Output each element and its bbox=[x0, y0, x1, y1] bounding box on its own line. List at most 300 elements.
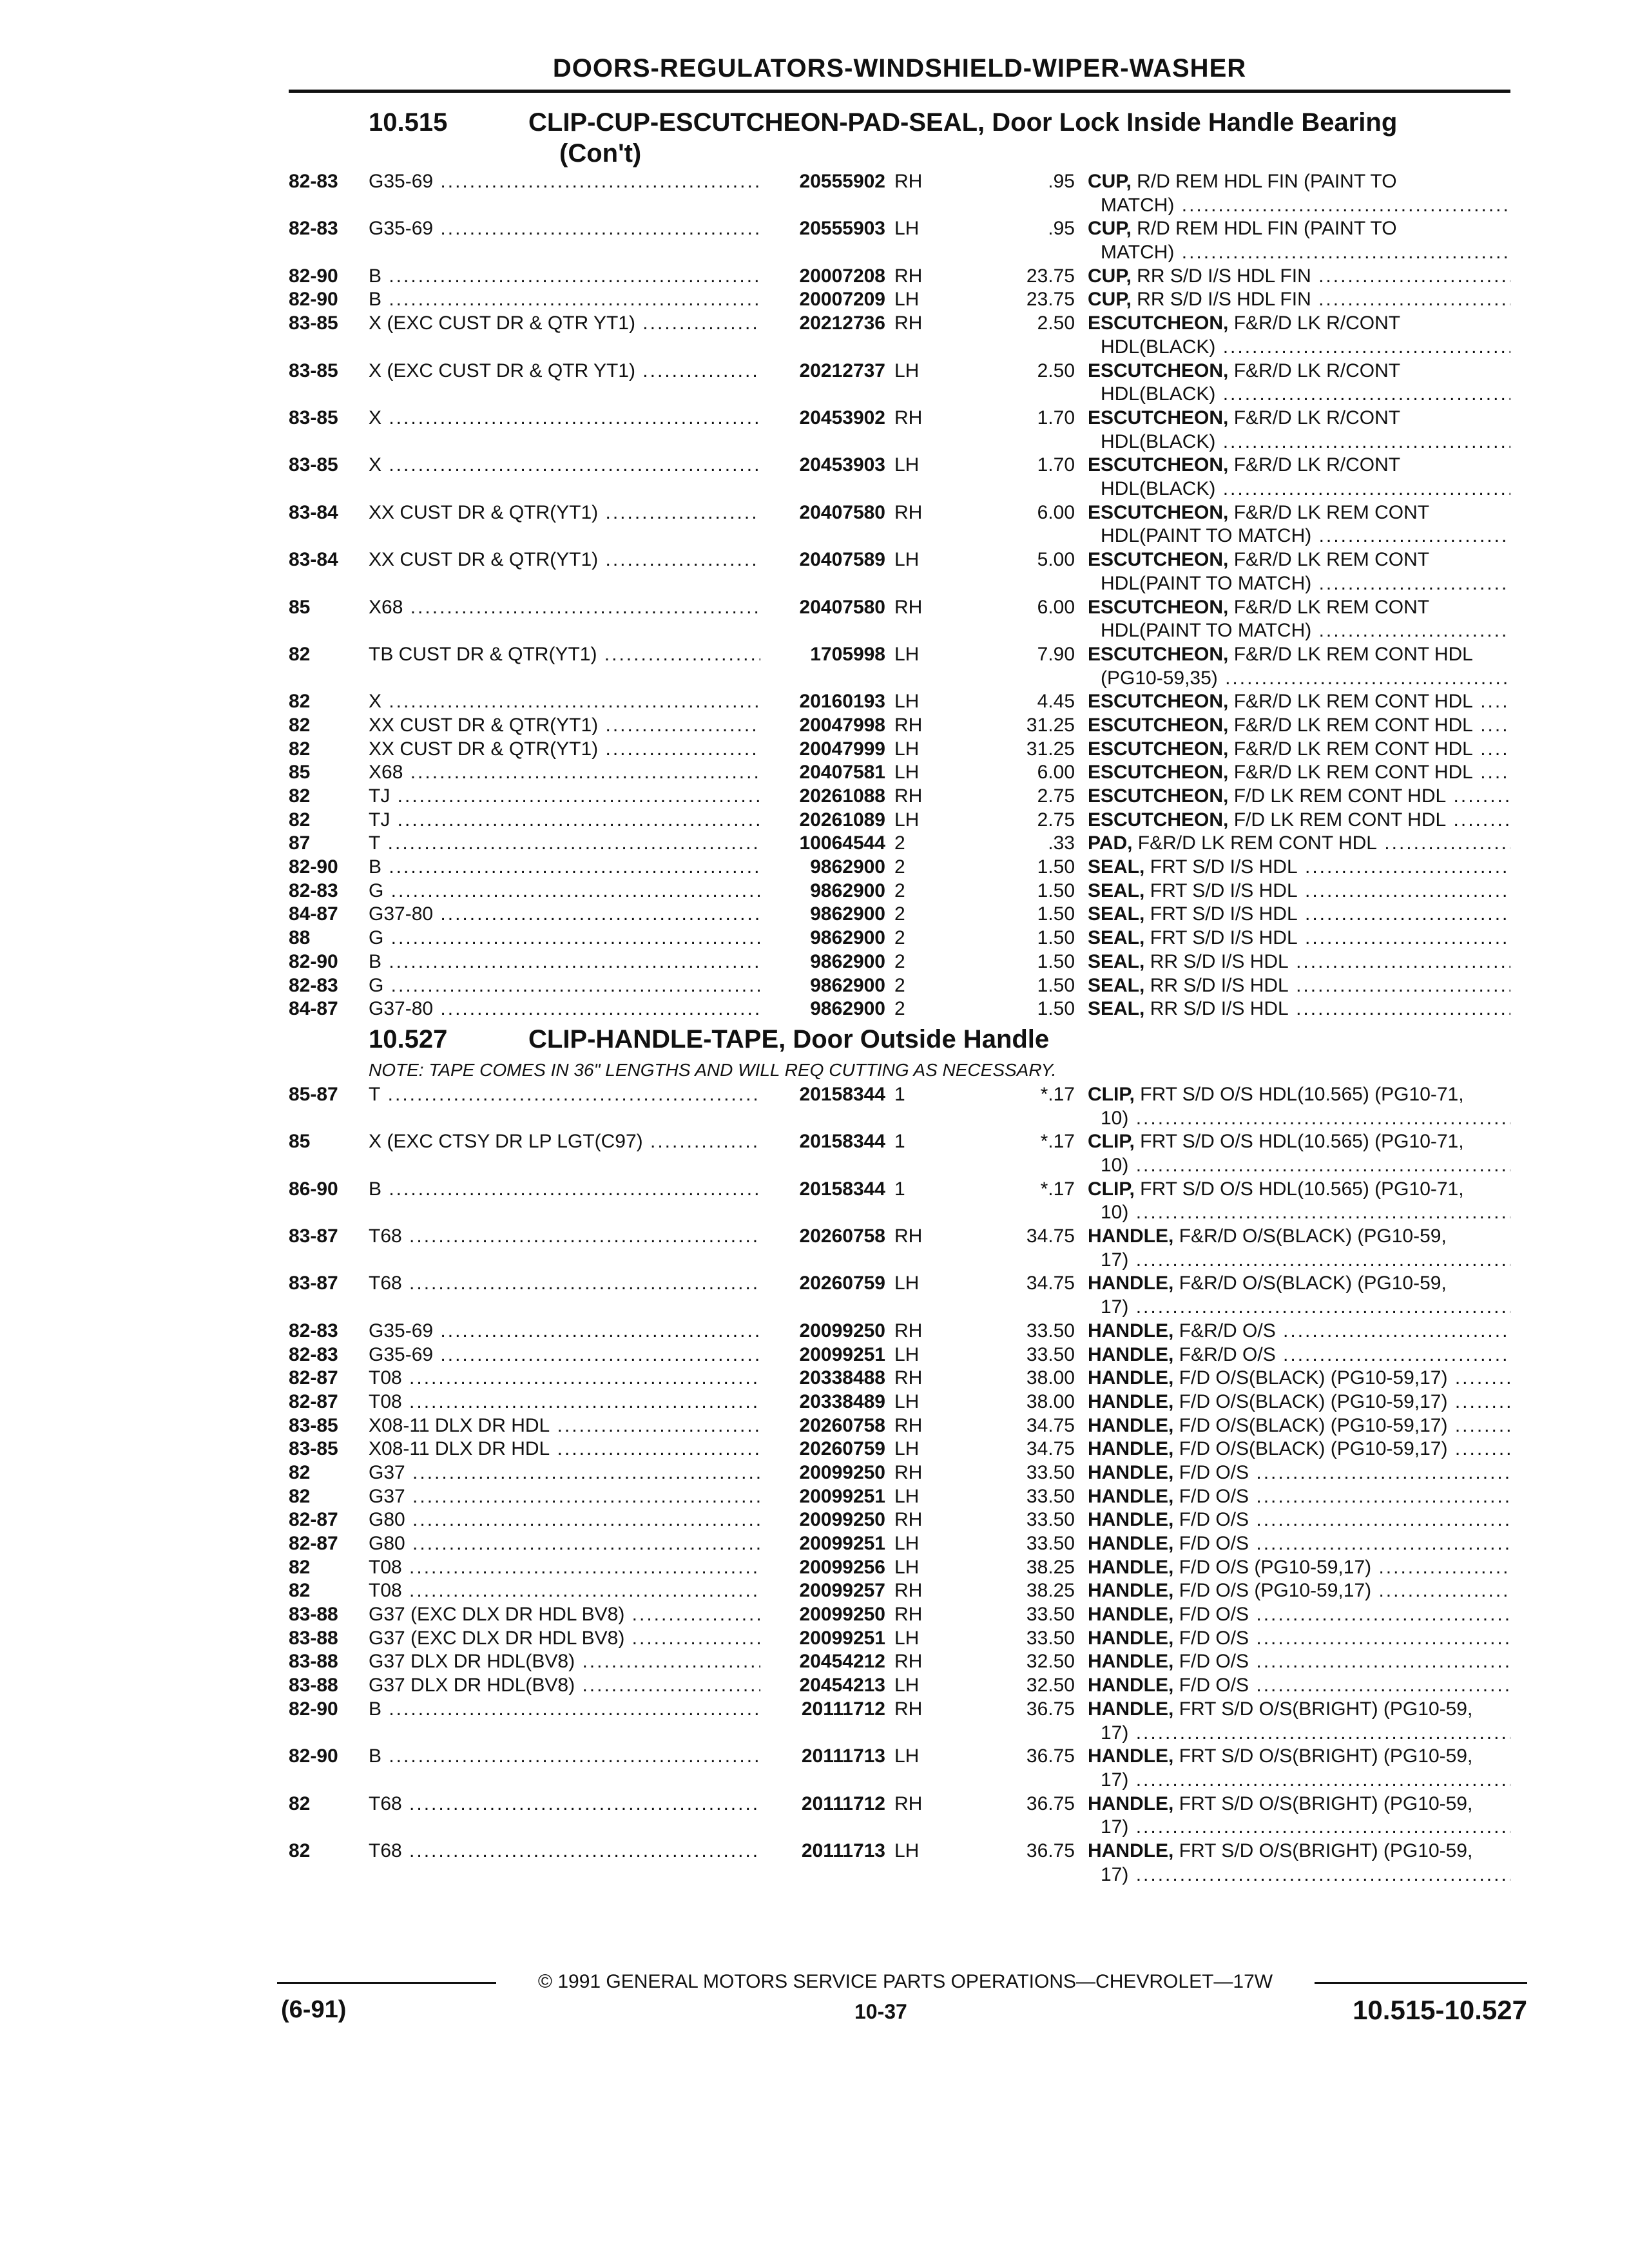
part-number: 20158344 bbox=[799, 1083, 885, 1105]
part-number: 20099250 bbox=[799, 1604, 885, 1626]
section-number: 10.515 bbox=[369, 108, 448, 137]
model-code: B ..... bbox=[369, 950, 760, 974]
part-description bbox=[1088, 1320, 1510, 1343]
part-row bbox=[289, 1650, 1510, 1674]
price: 33.50 bbox=[1026, 1343, 1075, 1365]
price: 4.45 bbox=[1037, 691, 1075, 713]
model-code: G35-69 ..... bbox=[369, 1343, 760, 1367]
description-text: F/D O/S(BLACK) (PG10-59,17) bbox=[1179, 1390, 1448, 1412]
quantity: LH bbox=[894, 549, 920, 571]
description-continued: MATCH) ..... bbox=[1088, 241, 1510, 265]
model-years: 83-85 bbox=[289, 1414, 338, 1436]
part-description bbox=[1088, 548, 1510, 595]
quantity: LH bbox=[894, 289, 920, 311]
description-text: F&R/D LK REM CONT HDL bbox=[1233, 714, 1473, 736]
description-text: F&R/D LK R/CONT bbox=[1233, 407, 1401, 428]
description-line bbox=[1088, 951, 1510, 972]
quantity: LH bbox=[894, 1627, 920, 1649]
part-name: CLIP, bbox=[1088, 1178, 1135, 1200]
description-line bbox=[1088, 1840, 1472, 1861]
part-row bbox=[289, 1485, 1510, 1509]
model-code: XX CUST DR & QTR(YT1) ..... bbox=[369, 714, 760, 738]
price: 1.50 bbox=[1037, 856, 1075, 878]
part-name: HANDLE, bbox=[1088, 1390, 1174, 1412]
description-text: F/D O/S bbox=[1179, 1627, 1249, 1649]
model-code: B ..... bbox=[369, 265, 760, 289]
model-years: 85 bbox=[289, 1131, 311, 1153]
quantity: LH bbox=[894, 809, 920, 831]
part-name: ESCUTCHEON, bbox=[1088, 454, 1229, 476]
model-years: 82-87 bbox=[289, 1509, 338, 1531]
description-continued: 17) ..... bbox=[1088, 1722, 1510, 1745]
part-description bbox=[1088, 407, 1510, 454]
description-line bbox=[1088, 1320, 1510, 1341]
description-text: F&R/D O/S(BLACK) (PG10-59, bbox=[1179, 1225, 1447, 1247]
part-description bbox=[1088, 950, 1510, 974]
description-text: FRT S/D I/S HDL bbox=[1150, 927, 1298, 949]
description-continued: HDL(PAINT TO MATCH) ..... bbox=[1088, 524, 1510, 548]
section-header bbox=[289, 1021, 1510, 1057]
description-continued: 10) ..... bbox=[1088, 1107, 1510, 1131]
model-years: 88 bbox=[289, 927, 311, 949]
part-row bbox=[289, 312, 1510, 359]
footer-rule-right bbox=[1315, 1982, 1527, 1984]
part-number: 20111712 bbox=[801, 1792, 885, 1814]
part-description bbox=[1088, 1390, 1510, 1414]
description-continued: 17) ..... bbox=[1088, 1816, 1510, 1840]
model-code: G37 DLX DR HDL(BV8) ..... bbox=[369, 1674, 760, 1698]
section-subtitle: (Con't) bbox=[559, 139, 642, 168]
model-code: G37 (EXC DLX DR HDL BV8) ..... bbox=[369, 1627, 760, 1651]
part-description bbox=[1088, 1130, 1510, 1177]
model-code: XX CUST DR & QTR(YT1) ..... bbox=[369, 548, 760, 572]
footer-date: (6-91) bbox=[281, 1996, 347, 2023]
description-line bbox=[1088, 360, 1400, 381]
description-line bbox=[1088, 1344, 1510, 1365]
section-title: CLIP-CUP-ESCUTCHEON-PAD-SEAL, Door Lock Inside Handle Bearing bbox=[528, 108, 1398, 137]
part-name: HANDLE, bbox=[1088, 1556, 1174, 1578]
description-text: F/D LK REM CONT HDL bbox=[1233, 785, 1447, 807]
part-row bbox=[289, 1579, 1510, 1603]
price: *.17 bbox=[1040, 1178, 1075, 1200]
part-name: SEAL, bbox=[1088, 950, 1145, 972]
description-text: F&R/D LK REM CONT HDL bbox=[1233, 643, 1473, 665]
model-years: 82-87 bbox=[289, 1390, 338, 1412]
model-years: 82 bbox=[289, 1461, 311, 1483]
quantity: 2 bbox=[894, 856, 905, 878]
description-continued: HDL(PAINT TO MATCH) ..... bbox=[1088, 619, 1510, 643]
description-line bbox=[1088, 1084, 1464, 1105]
quantity: LH bbox=[894, 643, 920, 665]
model-code: B ..... bbox=[369, 1745, 760, 1769]
part-row bbox=[289, 1627, 1510, 1651]
price: 2.50 bbox=[1037, 312, 1075, 334]
part-row bbox=[289, 856, 1510, 879]
part-name: SEAL, bbox=[1088, 879, 1145, 901]
part-description bbox=[1088, 997, 1510, 1021]
part-name: ESCUTCHEON, bbox=[1088, 549, 1229, 571]
description-line bbox=[1088, 1225, 1447, 1247]
quantity: RH bbox=[894, 1225, 923, 1247]
description-line bbox=[1088, 454, 1400, 476]
description-line bbox=[1088, 597, 1429, 618]
quantity: LH bbox=[894, 1438, 920, 1460]
quantity: LH bbox=[894, 738, 920, 760]
part-number: 9862900 bbox=[810, 998, 885, 1020]
quantity: 1 bbox=[894, 1178, 905, 1200]
price: 1.50 bbox=[1037, 950, 1075, 972]
price: 38.00 bbox=[1026, 1367, 1075, 1389]
part-row bbox=[289, 596, 1510, 643]
description-line bbox=[1088, 785, 1510, 807]
description-line bbox=[1088, 171, 1397, 192]
price: 34.75 bbox=[1026, 1414, 1075, 1436]
part-number: 9862900 bbox=[810, 974, 885, 996]
model-code: X (EXC CTSY DR LP LGT(C97) ..... bbox=[369, 1130, 760, 1154]
description-line bbox=[1088, 265, 1510, 287]
part-row bbox=[289, 265, 1510, 289]
description-continued: 10) ..... bbox=[1088, 1201, 1510, 1225]
description-line bbox=[1088, 1415, 1510, 1436]
description-line bbox=[1088, 1557, 1510, 1578]
part-description bbox=[1088, 856, 1510, 879]
description-text: F/D O/S bbox=[1179, 1651, 1249, 1673]
part-description bbox=[1088, 1461, 1510, 1485]
description-continued: HDL(BLACK) ..... bbox=[1088, 336, 1510, 360]
part-name: CLIP, bbox=[1088, 1131, 1135, 1153]
quantity: LH bbox=[894, 218, 920, 240]
model-years: 83-88 bbox=[289, 1627, 338, 1649]
part-name: HANDLE, bbox=[1088, 1438, 1174, 1460]
model-years: 82-83 bbox=[289, 1320, 338, 1341]
price: 2.75 bbox=[1037, 809, 1075, 831]
model-code: G80 ..... bbox=[369, 1532, 760, 1556]
model-years: 82-87 bbox=[289, 1533, 338, 1555]
description-line bbox=[1088, 549, 1429, 570]
part-number: 20111713 bbox=[801, 1840, 885, 1862]
description-line bbox=[1088, 762, 1510, 783]
model-code: XX CUST DR & QTR(YT1) ..... bbox=[369, 501, 760, 525]
description-continued: 17) ..... bbox=[1088, 1296, 1510, 1320]
part-number: 20099251 bbox=[799, 1343, 885, 1365]
model-code: T ..... bbox=[369, 832, 760, 856]
part-row bbox=[289, 288, 1510, 312]
description-continued: 17) ..... bbox=[1088, 1769, 1510, 1792]
section-range: 10.515-10.527 bbox=[1353, 1995, 1527, 2025]
description-line bbox=[1088, 1391, 1510, 1412]
quantity: 1 bbox=[894, 1131, 905, 1153]
part-number: 20407580 bbox=[799, 501, 885, 523]
price: 2.75 bbox=[1037, 785, 1075, 807]
part-row bbox=[289, 1320, 1510, 1343]
part-row bbox=[289, 974, 1510, 998]
price: 33.50 bbox=[1026, 1604, 1075, 1626]
model-code: XX CUST DR & QTR(YT1) ..... bbox=[369, 738, 760, 762]
part-description bbox=[1088, 1792, 1510, 1840]
model-code: X68 ..... bbox=[369, 761, 760, 785]
quantity: RH bbox=[894, 171, 923, 192]
description-continued: HDL(PAINT TO MATCH) ..... bbox=[1088, 572, 1510, 596]
part-number: 20338488 bbox=[799, 1367, 885, 1389]
price: *.17 bbox=[1040, 1083, 1075, 1105]
part-name: HANDLE, bbox=[1088, 1320, 1174, 1341]
price: 1.70 bbox=[1037, 407, 1075, 428]
part-name: HANDLE, bbox=[1088, 1745, 1174, 1767]
part-description bbox=[1088, 1225, 1510, 1272]
model-code: B ..... bbox=[369, 1178, 760, 1202]
part-description bbox=[1088, 1627, 1510, 1651]
description-line bbox=[1088, 1367, 1510, 1389]
part-number: 20111712 bbox=[801, 1698, 885, 1720]
part-name: HANDLE, bbox=[1088, 1343, 1174, 1365]
part-description bbox=[1088, 1083, 1510, 1130]
section-title: CLIP-HANDLE-TAPE, Door Outside Handle bbox=[528, 1024, 1050, 1053]
model-code: B ..... bbox=[369, 856, 760, 879]
part-description bbox=[1088, 170, 1510, 217]
part-name: HANDLE, bbox=[1088, 1698, 1174, 1720]
part-row bbox=[289, 1532, 1510, 1556]
price: .33 bbox=[1048, 832, 1075, 854]
description-text: F/D LK REM CONT HDL bbox=[1233, 809, 1447, 831]
model-code: G37 (EXC DLX DR HDL BV8) ..... bbox=[369, 1603, 760, 1627]
part-row bbox=[289, 1437, 1510, 1461]
quantity: 2 bbox=[894, 903, 905, 925]
description-text: F&R/D LK REM CONT HDL bbox=[1137, 832, 1377, 854]
price: 38.25 bbox=[1026, 1556, 1075, 1578]
quantity: LH bbox=[894, 454, 920, 476]
part-description bbox=[1088, 360, 1510, 407]
model-code: G ..... bbox=[369, 974, 760, 998]
part-name: CUP, bbox=[1088, 171, 1132, 192]
price: 33.50 bbox=[1026, 1461, 1075, 1483]
model-code: G37-80 ..... bbox=[369, 903, 760, 927]
part-row bbox=[289, 1698, 1510, 1745]
part-name: ESCUTCHEON, bbox=[1088, 312, 1229, 334]
quantity: 2 bbox=[894, 974, 905, 996]
description-continued: MATCH) ..... bbox=[1088, 194, 1510, 218]
part-name: HANDLE, bbox=[1088, 1580, 1174, 1602]
price: 38.00 bbox=[1026, 1390, 1075, 1412]
page-number: 10-37 bbox=[854, 2000, 907, 2023]
model-code: G37 ..... bbox=[369, 1485, 760, 1509]
model-years: 83-85 bbox=[289, 407, 338, 428]
price: 34.75 bbox=[1026, 1438, 1075, 1460]
part-description bbox=[1088, 761, 1510, 785]
price: 36.75 bbox=[1026, 1840, 1075, 1862]
part-row bbox=[289, 903, 1510, 927]
part-name: HANDLE, bbox=[1088, 1533, 1174, 1555]
part-description bbox=[1088, 927, 1510, 950]
model-code: G ..... bbox=[369, 927, 760, 950]
part-name: CLIP, bbox=[1088, 1083, 1135, 1105]
description-line bbox=[1088, 738, 1510, 760]
part-name: HANDLE, bbox=[1088, 1367, 1174, 1389]
description-text: FRT S/D O/S(BRIGHT) (PG10-59, bbox=[1179, 1745, 1473, 1767]
description-text: RR S/D I/S HDL FIN bbox=[1137, 265, 1311, 287]
part-name: CUP, bbox=[1088, 265, 1132, 287]
model-years: 84-87 bbox=[289, 998, 338, 1020]
quantity: RH bbox=[894, 1509, 923, 1531]
part-row bbox=[289, 1840, 1510, 1887]
part-number: 20453902 bbox=[799, 407, 885, 428]
model-years: 82-90 bbox=[289, 856, 338, 878]
part-description bbox=[1088, 1840, 1510, 1887]
model-years: 82-87 bbox=[289, 1367, 338, 1389]
part-name: ESCUTCHEON, bbox=[1088, 785, 1229, 807]
part-number: 20111713 bbox=[801, 1745, 885, 1767]
description-text: FRT S/D O/S HDL(10.565) (PG10-71, bbox=[1140, 1083, 1464, 1105]
description-line bbox=[1088, 1486, 1510, 1507]
model-code: X ..... bbox=[369, 454, 760, 477]
description-line bbox=[1088, 1273, 1447, 1294]
description-continued: HDL(BLACK) ..... bbox=[1088, 383, 1510, 407]
description-text: FRT S/D I/S HDL bbox=[1150, 856, 1298, 878]
part-number: 20099251 bbox=[799, 1485, 885, 1507]
quantity: RH bbox=[894, 1792, 923, 1814]
model-code: T68 ..... bbox=[369, 1225, 760, 1249]
part-number: 9862900 bbox=[810, 879, 885, 901]
part-description bbox=[1088, 785, 1510, 809]
model-years: 82 bbox=[289, 643, 311, 665]
part-description bbox=[1088, 1650, 1510, 1674]
price: 34.75 bbox=[1026, 1273, 1075, 1294]
quantity: LH bbox=[894, 1840, 920, 1862]
part-name: SEAL, bbox=[1088, 998, 1145, 1020]
model-code: X ..... bbox=[369, 407, 760, 430]
model-years: 82-83 bbox=[289, 1343, 338, 1365]
part-number: 20158344 bbox=[799, 1178, 885, 1200]
model-code: TJ ..... bbox=[369, 785, 760, 809]
model-years: 82 bbox=[289, 714, 311, 736]
model-years: 83-87 bbox=[289, 1273, 338, 1294]
part-number: 20007209 bbox=[799, 289, 885, 311]
model-years: 82-83 bbox=[289, 171, 338, 192]
model-code: T08 ..... bbox=[369, 1556, 760, 1580]
model-code: G35-69 ..... bbox=[369, 1320, 760, 1343]
part-number: 20454213 bbox=[799, 1675, 885, 1696]
model-code: X (EXC CUST DR & QTR YT1) ..... bbox=[369, 312, 760, 336]
model-years: 83-85 bbox=[289, 312, 338, 334]
part-description bbox=[1088, 832, 1510, 856]
part-row bbox=[289, 643, 1510, 690]
part-name: HANDLE, bbox=[1088, 1414, 1174, 1436]
model-years: 82-90 bbox=[289, 289, 338, 311]
part-description bbox=[1088, 1532, 1510, 1556]
part-description bbox=[1088, 501, 1510, 548]
price: 34.75 bbox=[1026, 1225, 1075, 1247]
description-text: F/D O/S(BLACK) (PG10-59,17) bbox=[1179, 1367, 1448, 1389]
part-description bbox=[1088, 714, 1510, 738]
part-number: 9862900 bbox=[810, 927, 885, 949]
description-text: FRT S/D O/S HDL(10.565) (PG10-71, bbox=[1140, 1178, 1464, 1200]
model-years: 82 bbox=[289, 809, 311, 831]
price: 6.00 bbox=[1037, 762, 1075, 783]
description-line bbox=[1088, 1651, 1510, 1672]
part-number: 20260759 bbox=[799, 1438, 885, 1460]
model-code: G35-69 ..... bbox=[369, 217, 760, 241]
footer-rule-left bbox=[277, 1982, 496, 1984]
part-row bbox=[289, 1792, 1510, 1840]
part-number: 20007208 bbox=[799, 265, 885, 287]
part-row bbox=[289, 1272, 1510, 1319]
part-name: HANDLE, bbox=[1088, 1675, 1174, 1696]
quantity: RH bbox=[894, 1698, 923, 1720]
description-line bbox=[1088, 218, 1397, 239]
description-text: F&R/D LK REM CONT HDL bbox=[1233, 691, 1473, 713]
part-description bbox=[1088, 879, 1510, 903]
description-text: FRT S/D O/S(BRIGHT) (PG10-59, bbox=[1179, 1792, 1473, 1814]
model-years: 82-90 bbox=[289, 1745, 338, 1767]
description-continued: (PG10-59,35) ..... bbox=[1088, 667, 1510, 691]
description-text: F&R/D O/S bbox=[1179, 1320, 1276, 1341]
description-text: RR S/D I/S HDL bbox=[1150, 950, 1289, 972]
part-row bbox=[289, 927, 1510, 950]
part-row bbox=[289, 1367, 1510, 1390]
quantity: RH bbox=[894, 265, 923, 287]
price: 32.50 bbox=[1026, 1675, 1075, 1696]
description-line bbox=[1088, 1628, 1510, 1649]
model-code: T08 ..... bbox=[369, 1579, 760, 1603]
part-name: HANDLE, bbox=[1088, 1604, 1174, 1626]
model-code: T68 ..... bbox=[369, 1792, 760, 1816]
part-row bbox=[289, 690, 1510, 714]
price: 31.25 bbox=[1026, 714, 1075, 736]
description-line bbox=[1088, 1533, 1510, 1554]
description-line bbox=[1088, 880, 1510, 901]
price: 36.75 bbox=[1026, 1745, 1075, 1767]
description-text: F/D O/S (PG10-59,17) bbox=[1179, 1580, 1372, 1602]
price: 1.50 bbox=[1037, 927, 1075, 949]
description-line bbox=[1088, 715, 1510, 736]
price: 7.90 bbox=[1037, 643, 1075, 665]
quantity: RH bbox=[894, 1604, 923, 1626]
part-number: 20099256 bbox=[799, 1556, 885, 1578]
part-name: SEAL, bbox=[1088, 903, 1145, 925]
description-text: FRT S/D O/S(BRIGHT) (PG10-59, bbox=[1179, 1840, 1473, 1862]
part-number: 20555903 bbox=[799, 218, 885, 240]
description-text: F&R/D LK REM CONT HDL bbox=[1233, 762, 1473, 783]
description-text: F&R/D O/S bbox=[1179, 1343, 1276, 1365]
part-name: SEAL, bbox=[1088, 856, 1145, 878]
model-years: 82 bbox=[289, 785, 311, 807]
description-line bbox=[1088, 998, 1510, 1019]
part-name: ESCUTCHEON, bbox=[1088, 762, 1229, 783]
quantity: RH bbox=[894, 785, 923, 807]
part-number: 20338489 bbox=[799, 1390, 885, 1412]
price: 36.75 bbox=[1026, 1698, 1075, 1720]
part-name: CUP, bbox=[1088, 218, 1132, 240]
part-description bbox=[1088, 265, 1510, 289]
model-years: 83-85 bbox=[289, 1438, 338, 1460]
quantity: RH bbox=[894, 714, 923, 736]
quantity: LH bbox=[894, 1485, 920, 1507]
model-code: X68 ..... bbox=[369, 596, 760, 620]
part-row bbox=[289, 1603, 1510, 1627]
price: 31.25 bbox=[1026, 738, 1075, 760]
description-text: F&R/D LK R/CONT bbox=[1233, 360, 1401, 381]
part-row bbox=[289, 548, 1510, 595]
quantity: RH bbox=[894, 1367, 923, 1389]
part-number: 20454212 bbox=[799, 1651, 885, 1673]
description-continued: HDL(BLACK) ..... bbox=[1088, 477, 1510, 501]
description-line bbox=[1088, 927, 1510, 948]
price: 36.75 bbox=[1026, 1792, 1075, 1814]
part-description bbox=[1088, 1178, 1510, 1225]
price: 23.75 bbox=[1026, 289, 1075, 311]
quantity: LH bbox=[894, 1390, 920, 1412]
part-description bbox=[1088, 454, 1510, 501]
description-text: F&R/D LK R/CONT bbox=[1233, 454, 1401, 476]
